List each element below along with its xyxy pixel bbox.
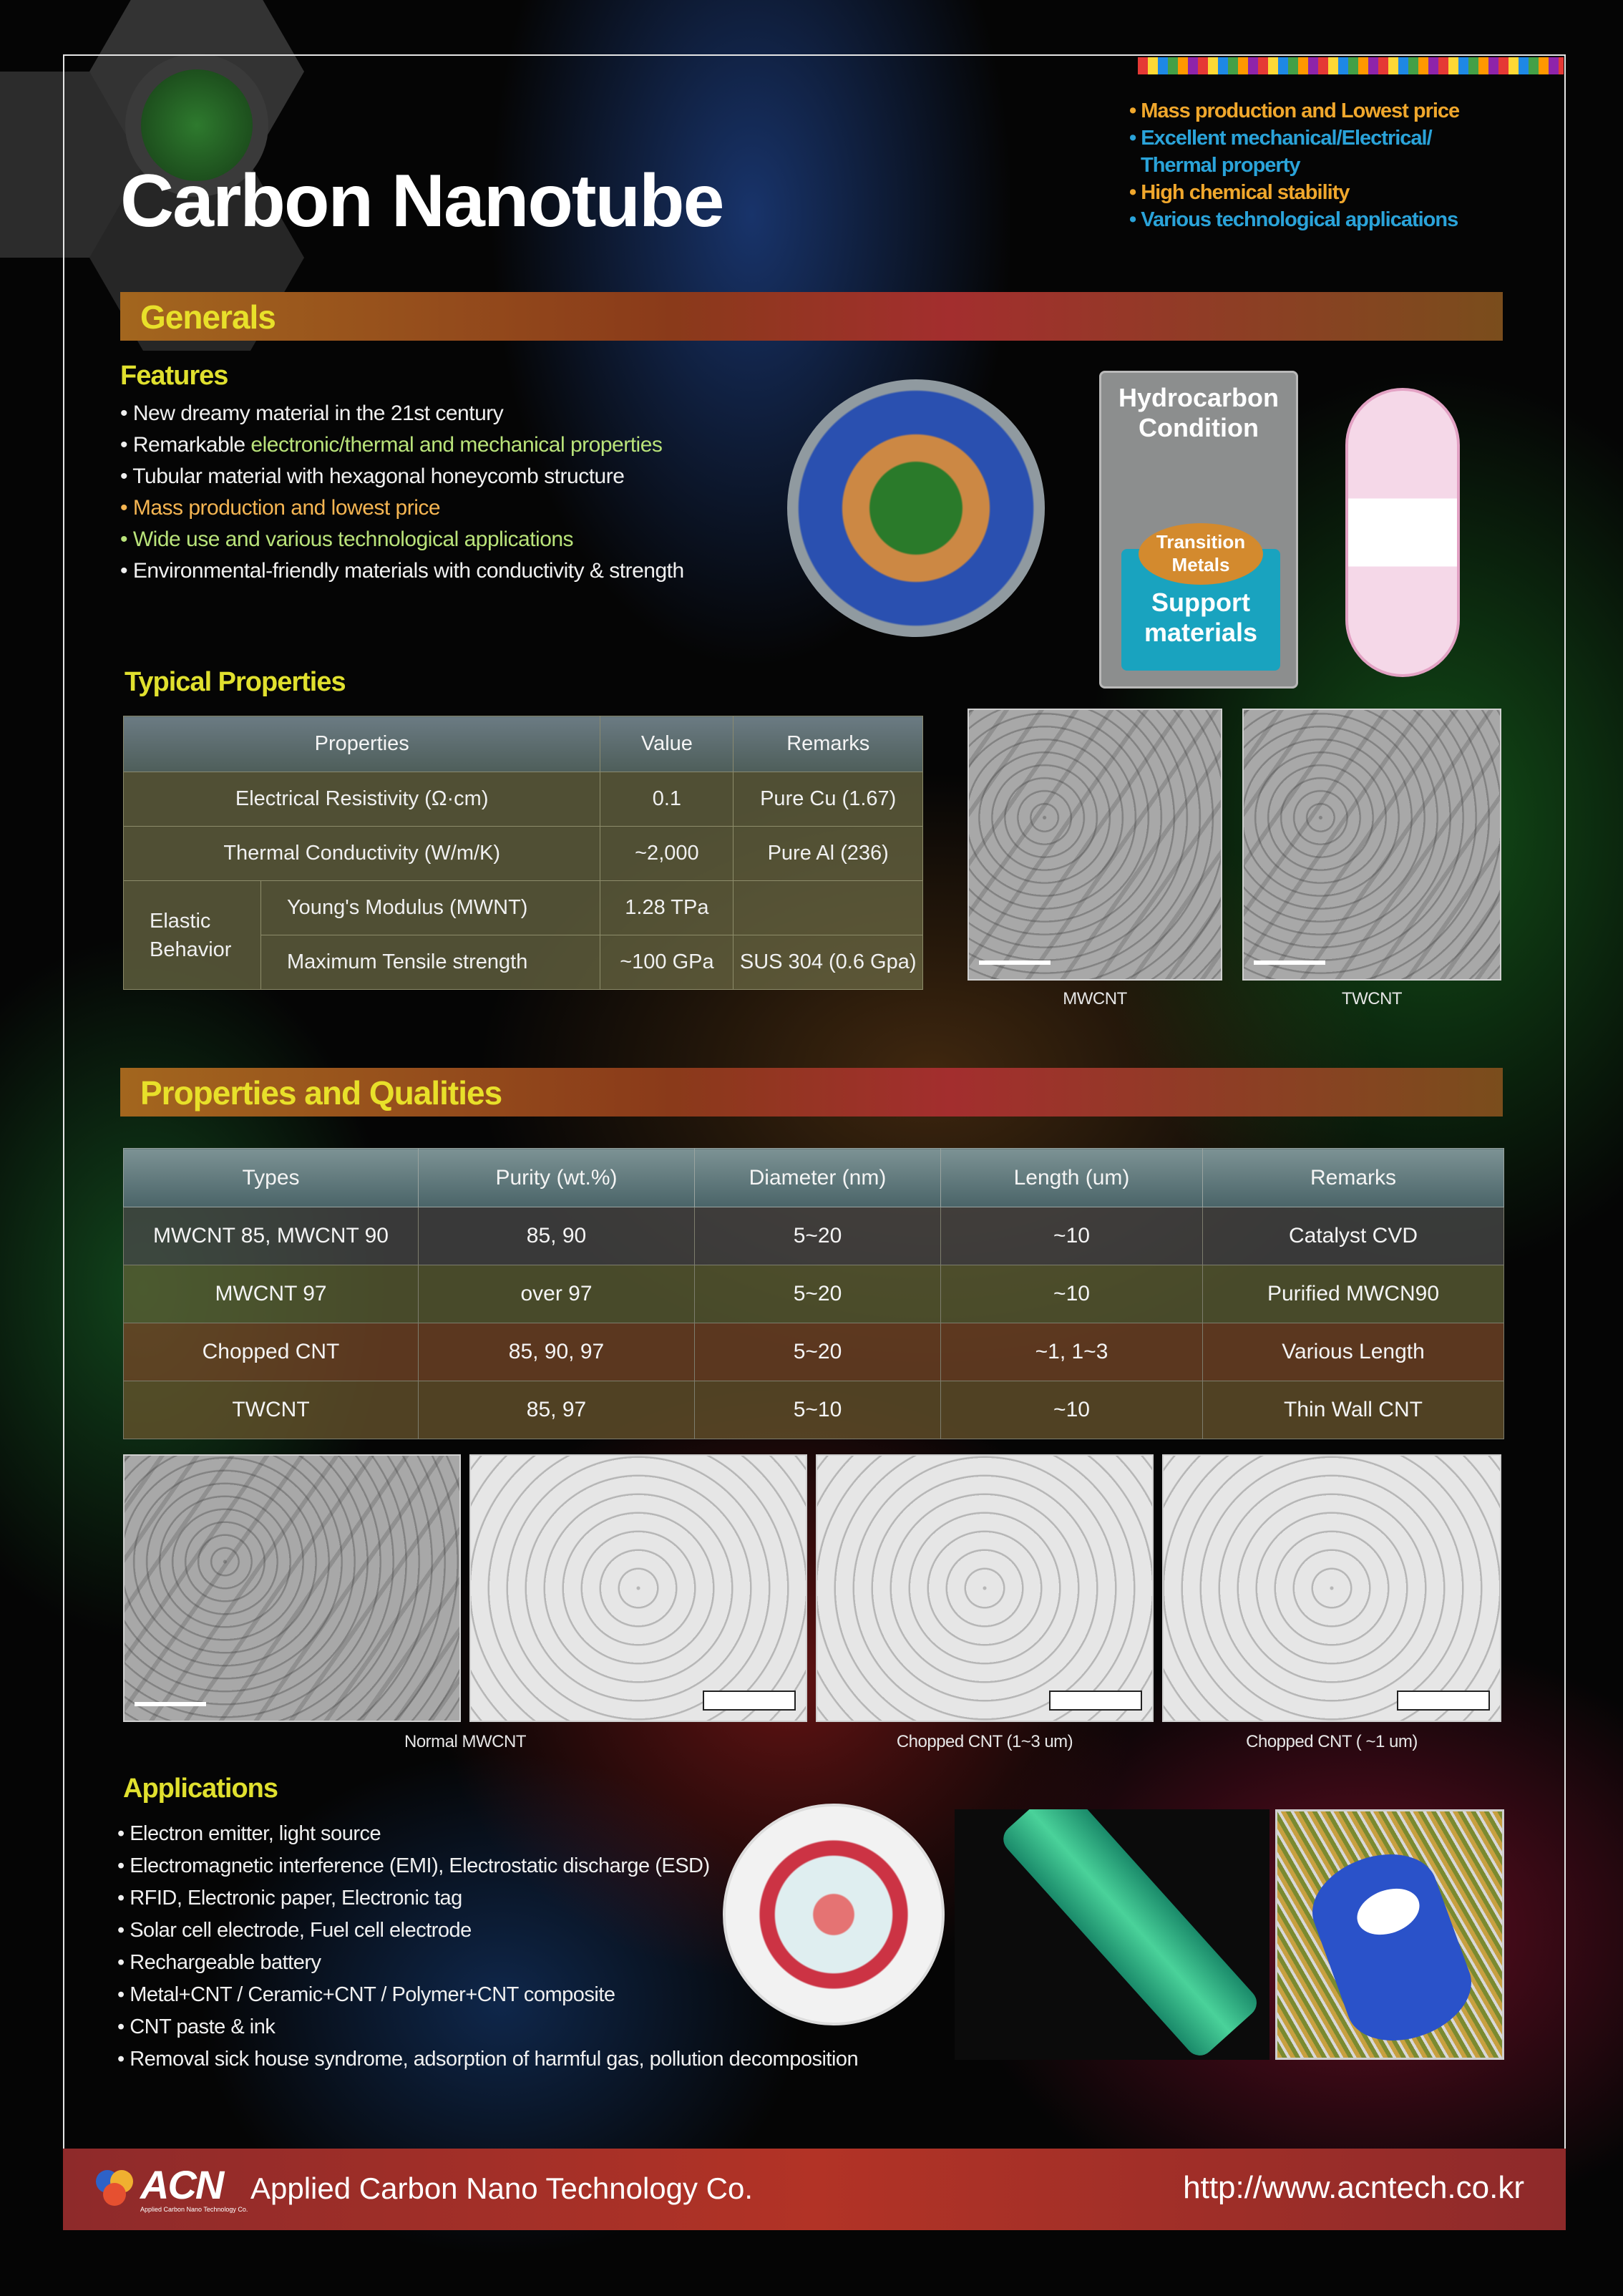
website-link[interactable]: http://www.acntech.co.kr bbox=[1183, 2170, 1524, 2205]
scale-bar bbox=[1254, 960, 1325, 965]
scale-bar bbox=[979, 960, 1051, 965]
scale-bar bbox=[1049, 1691, 1142, 1711]
company-name: Applied Carbon Nano Technology Co. bbox=[250, 2171, 754, 2205]
feature-item: • Environmental-friendly materials with conductivity & strength bbox=[120, 555, 684, 587]
transition-metals-label: Transition Metals bbox=[1139, 523, 1263, 585]
image-caption: MWCNT bbox=[1063, 989, 1127, 1008]
highlight-item: • Excellent mechanical/Electrical/ Thermal property bbox=[1129, 127, 1432, 177]
table-row bbox=[124, 772, 923, 827]
application-item: • Rechargeable battery bbox=[117, 1947, 858, 1979]
normal-mwcnt-image bbox=[123, 1454, 461, 1722]
table-header: Length (um) bbox=[941, 1149, 1203, 1207]
cnt-3d-render-image bbox=[955, 1809, 1269, 2060]
scale-bar bbox=[703, 1691, 796, 1711]
section-heading-generals: Generals bbox=[120, 292, 1503, 341]
table-header: Value bbox=[600, 716, 733, 772]
twcnt-tem-image bbox=[1242, 709, 1501, 981]
table-cell: 1.28 TPa bbox=[600, 881, 733, 935]
table-cell: Young's Modulus (MWNT) bbox=[261, 881, 600, 935]
table-cell: Thin Wall CNT bbox=[1203, 1381, 1504, 1439]
elastic-behavior-label: Elastic Behavior bbox=[124, 881, 261, 990]
table-row bbox=[124, 1381, 1504, 1439]
table-cell: 5~10 bbox=[695, 1381, 941, 1439]
nanotube-capsule-illustration bbox=[1345, 388, 1460, 677]
application-item: • Electromagnetic interference (EMI), Electrostatic discharge (ESD) bbox=[117, 1850, 858, 1882]
feature-item: • New dreamy material in the 21st century bbox=[120, 398, 684, 429]
table-cell: 5~20 bbox=[695, 1265, 941, 1323]
scale-bar bbox=[135, 1702, 206, 1706]
growth-diagram bbox=[1099, 371, 1298, 689]
features-heading: Features bbox=[120, 361, 228, 391]
table-header: Purity (wt.%) bbox=[419, 1149, 695, 1207]
typical-properties-heading: Typical Properties bbox=[125, 667, 346, 697]
diagram-title: Hydrocarbon Condition bbox=[1118, 383, 1280, 442]
table-cell bbox=[733, 881, 923, 935]
table-cell: 5~20 bbox=[695, 1323, 941, 1381]
table-cell: ~1, 1~3 bbox=[941, 1323, 1203, 1381]
application-item: • Removal sick house syndrome, adsorption of harmful gas, pollution decomposition bbox=[117, 2043, 858, 2076]
table-cell: Electrical Resistivity (Ω·cm) bbox=[124, 772, 600, 827]
highlights-list bbox=[1129, 97, 1459, 233]
table-cell: Purified MWCN90 bbox=[1203, 1265, 1504, 1323]
table-cell: Catalyst CVD bbox=[1203, 1207, 1504, 1265]
qualities-table bbox=[123, 1148, 1504, 1439]
application-item: • Solar cell electrode, Fuel cell electrode bbox=[117, 1915, 858, 1947]
nanotube-cross-section-illustration bbox=[787, 379, 1045, 637]
table-row bbox=[124, 1323, 1504, 1381]
application-item: • CNT paste & ink bbox=[117, 2011, 858, 2043]
table-cell: Chopped CNT bbox=[124, 1323, 419, 1381]
table-cell: ~10 bbox=[941, 1265, 1203, 1323]
table-cell: ~10 bbox=[941, 1207, 1203, 1265]
table-cell: 5~20 bbox=[695, 1207, 941, 1265]
feature-item: • Wide use and various technological applications bbox=[120, 524, 684, 555]
mwcnt-tem-image bbox=[968, 709, 1222, 981]
acn-logo-icon bbox=[92, 2166, 137, 2212]
image-caption: Chopped CNT (1~3 um) bbox=[896, 1732, 1073, 1751]
highlight-item: • Various technological applications bbox=[1129, 208, 1458, 231]
table-cell: MWCNT 97 bbox=[124, 1265, 419, 1323]
table-row bbox=[124, 881, 923, 935]
image-caption: TWCNT bbox=[1341, 989, 1403, 1008]
table-cell: Various Length bbox=[1203, 1323, 1504, 1381]
application-item: • Electron emitter, light source bbox=[117, 1818, 858, 1850]
table-cell: Pure Al (236) bbox=[733, 827, 923, 881]
table-row bbox=[124, 1207, 1504, 1265]
footer bbox=[63, 2149, 1566, 2230]
rainbow-stripe bbox=[1138, 57, 1564, 74]
cnt-micrograph-image bbox=[469, 1454, 807, 1722]
table-cell: 0.1 bbox=[600, 772, 733, 827]
section-heading-qualities: Properties and Qualities bbox=[120, 1068, 1503, 1117]
acn-logo-subtitle: Applied Carbon Nano Technology Co. bbox=[140, 2206, 248, 2213]
table-header: Remarks bbox=[1203, 1149, 1504, 1207]
table-cell: TWCNT bbox=[124, 1381, 419, 1439]
table-row bbox=[124, 827, 923, 881]
table-cell: Maximum Tensile strength bbox=[261, 935, 600, 990]
table-header: Diameter (nm) bbox=[695, 1149, 941, 1207]
table-cell: 85, 97 bbox=[419, 1381, 695, 1439]
page-title: Carbon Nanotube bbox=[120, 160, 723, 243]
functionalized-cnt-illustration bbox=[723, 1804, 945, 2025]
table-cell: 85, 90, 97 bbox=[419, 1323, 695, 1381]
image-caption: Normal MWCNT bbox=[404, 1732, 526, 1751]
cnt-composite-render-image bbox=[1275, 1809, 1504, 2060]
application-item: • RFID, Electronic paper, Electronic tag bbox=[117, 1882, 858, 1915]
table-cell: Pure Cu (1.67) bbox=[733, 772, 923, 827]
table-header: Types bbox=[124, 1149, 419, 1207]
highlight-item: • High chemical stability bbox=[1129, 181, 1350, 204]
image-caption: Chopped CNT ( ~1 um) bbox=[1246, 1732, 1418, 1751]
table-cell: ~100 GPa bbox=[600, 935, 733, 990]
table-cell: 85, 90 bbox=[419, 1207, 695, 1265]
table-cell: Thermal Conductivity (W/m/K) bbox=[124, 827, 600, 881]
typical-properties-table bbox=[123, 716, 923, 990]
feature-item: • Tubular material with hexagonal honeycomb structure bbox=[120, 461, 684, 492]
support-materials-label: Support materials bbox=[1121, 549, 1280, 671]
chopped-cnt-1um-image bbox=[1162, 1454, 1501, 1722]
table-header: Remarks bbox=[733, 716, 923, 772]
highlight-item: • Mass production and Lowest price bbox=[1129, 99, 1460, 122]
table-cell: MWCNT 85, MWCNT 90 bbox=[124, 1207, 419, 1265]
application-item: • Metal+CNT / Ceramic+CNT / Polymer+CNT composite bbox=[117, 1979, 858, 2011]
acn-logo-text: ACN bbox=[140, 2162, 223, 2207]
table-header-row bbox=[124, 716, 923, 772]
applications-heading: Applications bbox=[123, 1774, 278, 1804]
table-header: Properties bbox=[124, 716, 600, 772]
table-header-row bbox=[124, 1149, 1504, 1207]
table-cell: SUS 304 (0.6 Gpa) bbox=[733, 935, 923, 990]
feature-item: • Remarkable electronic/thermal and mechanical properties bbox=[120, 429, 684, 461]
feature-item: • Mass production and lowest price bbox=[120, 492, 684, 524]
chopped-cnt-1-3um-image bbox=[816, 1454, 1154, 1722]
scale-bar bbox=[1397, 1691, 1490, 1711]
table-row bbox=[124, 1265, 1504, 1323]
table-cell: ~10 bbox=[941, 1381, 1203, 1439]
table-cell: over 97 bbox=[419, 1265, 695, 1323]
features-list bbox=[120, 398, 684, 587]
table-cell: ~2,000 bbox=[600, 827, 733, 881]
